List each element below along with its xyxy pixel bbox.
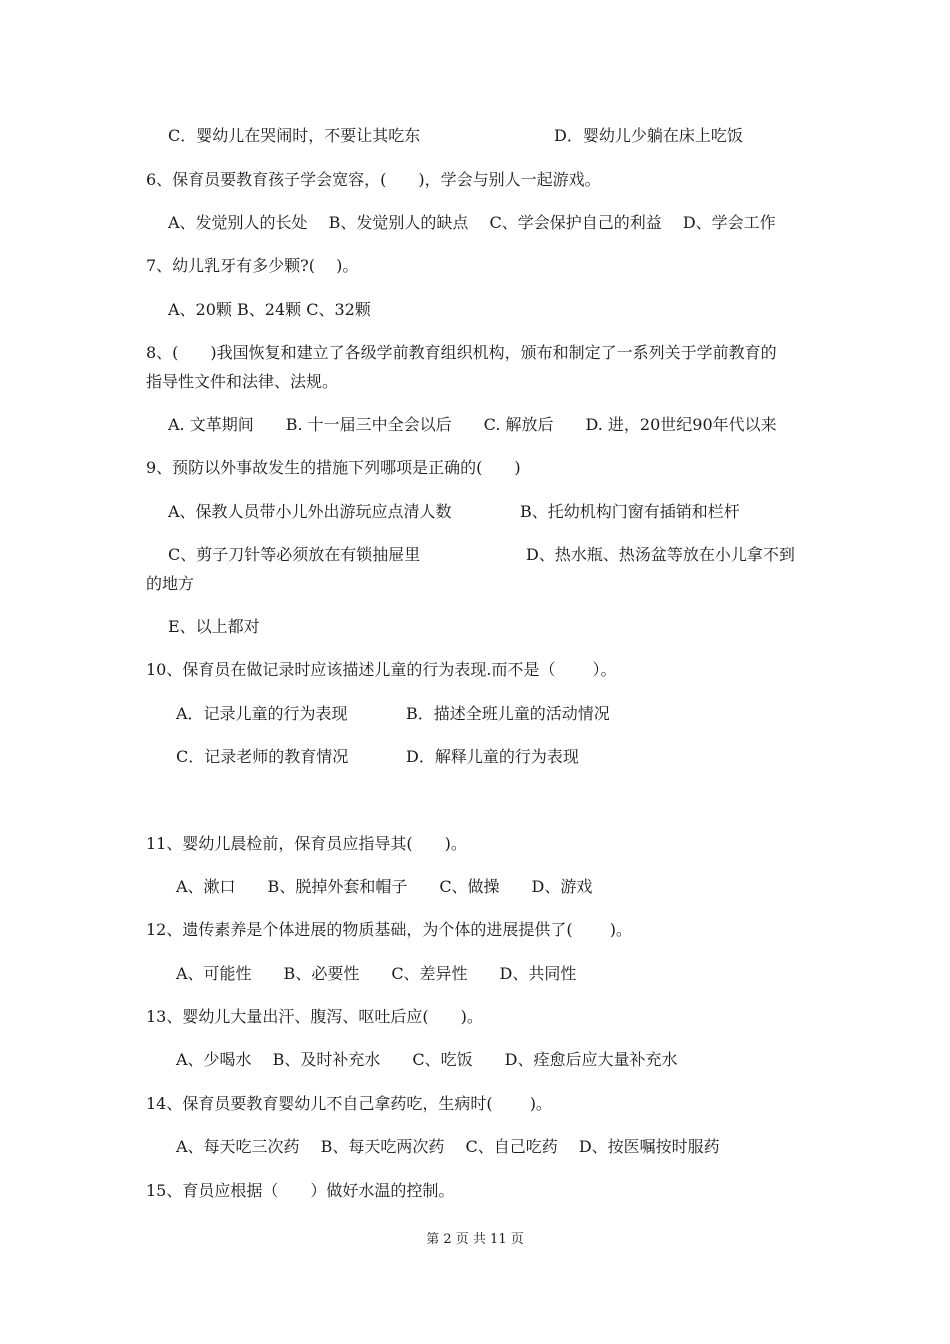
q9-option-e: E、以上都对	[168, 617, 260, 636]
q15-stem: 15、育员应根据（ ）做好水温的控制。	[146, 1181, 455, 1200]
q11-stem: 11、婴幼儿晨检前，保育员应指导其( )。	[146, 834, 467, 853]
q8-stem: 8、( )我国恢复和建立了各级学前教育组织机构，颁布和制定了一系列关于学前教育的	[146, 343, 777, 362]
q5-option-d: D．婴幼儿少躺在床上吃饭	[554, 126, 743, 145]
q10-option-d: D．解释儿童的行为表现	[406, 747, 579, 766]
q9-stem: 9、预防以外事故发生的措施下列哪项是正确的( )	[146, 458, 521, 477]
q12-options: A、可能性 B、必要性 C、差异性 D、共同性	[176, 964, 577, 983]
q10-stem: 10、保育员在做记录时应该描述儿童的行为表现.而不是（ ）。	[146, 660, 617, 679]
q10-option-b: B．描述全班儿童的活动情况	[406, 704, 610, 723]
q9-option-a: A、保教人员带小儿外出游玩应点清人数	[168, 502, 452, 521]
q7-stem: 7、幼儿乳牙有多少颗?( )。	[146, 256, 359, 275]
q11-options: A、漱口 B、脱掉外套和帽子 C、做操 D、游戏	[176, 877, 593, 896]
q10-option-c: C．记录老师的教育情况	[176, 747, 349, 766]
q9-option-d: D、热水瓶、热汤盆等放在小儿拿不到	[526, 545, 795, 564]
q10-option-a: A．记录儿童的行为表现	[176, 704, 348, 723]
page-footer: 第 2 页 共 11 页	[426, 1232, 524, 1247]
q6-stem: 6、保育员要教育孩子学会宽容，( )，学会与别人一起游戏。	[146, 170, 601, 189]
q9-option-b: B、托幼机构门窗有插销和栏杆	[520, 502, 740, 521]
q13-stem: 13、婴幼儿大量出汗、腹泻、呕吐后应( )。	[146, 1007, 483, 1026]
q14-options: A、每天吃三次药 B、每天吃两次药 C、自己吃药 D、按医嘱按时服药	[176, 1137, 720, 1156]
q12-stem: 12、遗传素养是个体进展的物质基础，为个体的进展提供了( )。	[146, 920, 632, 939]
q14-stem: 14、保育员要教育婴幼儿不自己拿药吃，生病时( )。	[146, 1094, 552, 1113]
q9-option-c: C、剪子刀针等必须放在有锁抽屉里	[168, 545, 421, 564]
q8-options: A. 文革期间 B. 十一届三中全会以后 C. 解放后 D. 进，20世纪90年代以来	[168, 415, 777, 434]
q8-stem-cont: 指导性文件和法律、法规。	[146, 372, 339, 391]
q13-options: A、少喝水 B、及时补充水 C、吃饭 D、痊愈后应大量补充水	[176, 1050, 678, 1069]
q7-options: A、20颗 B、24颗 C、32颗	[168, 300, 371, 319]
q5-option-c: C．婴幼儿在哭闹时，不要让其吃东	[168, 126, 421, 145]
q9-option-d-cont: 的地方	[146, 574, 195, 593]
q6-options: A、发觉别人的长处 B、发觉别人的缺点 C、学会保护自己的利益 D、学会工作	[168, 213, 776, 232]
